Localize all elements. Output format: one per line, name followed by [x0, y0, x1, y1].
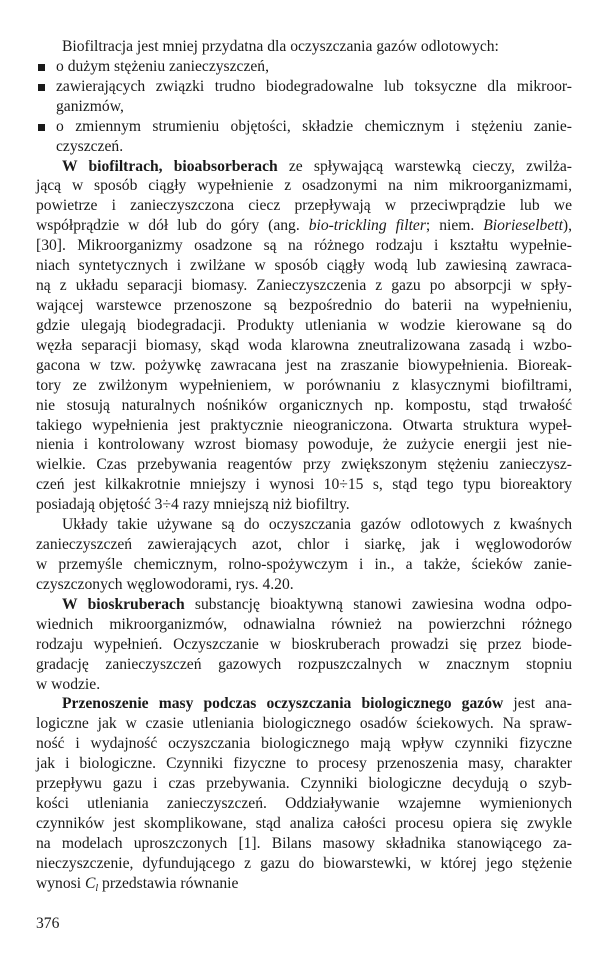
text-segment: jak i biologiczne. Czynniki fizyczne to procesy przenoszenia masy, charakter — [36, 755, 572, 773]
text-segment: nie stosują naturalnych nośników organicznych np. kompostu, stąd trwałość — [36, 396, 572, 414]
text-segment: powietrze i zanieczyszczona ciecz przepływają w przeciwprądzie lub we — [36, 197, 572, 215]
text-segment: nieczyszczenie, dyfundującego z gazu do biowarstewki, w której jego stężenie — [36, 854, 572, 872]
text-segment: kości utleniania zanieczyszczeń. Oddziaływanie wzajemne wymienionych — [36, 795, 572, 813]
text-line — [36, 216, 572, 236]
text-line — [36, 694, 572, 714]
italic-text: bio-trickling filter — [308, 217, 426, 235]
text-line — [36, 356, 572, 376]
text-line — [36, 276, 572, 296]
text-segment: wiednich mikroorganizmów, odnawialna również na powierzchni różnego — [36, 615, 572, 633]
text-line — [36, 854, 572, 874]
text-segment: czeń jest kilkakrotnie mniejszy i wynosi 10÷15 s, stąd tego typu bioreaktory — [36, 476, 572, 494]
text-segment: w przemyśle chemicznym, rolno-spożywczym i in., a także, ścieków zanie- — [36, 555, 572, 573]
text-line — [36, 37, 572, 57]
text-line — [36, 316, 572, 336]
text-segment: rodzaju wypełnień. Oczyszczanie w bioskruberach prowadzi się przez biode- — [36, 635, 572, 653]
text-line — [36, 475, 572, 495]
text-line — [36, 595, 572, 615]
square-bullet-icon — [38, 84, 45, 91]
text-line — [36, 535, 572, 555]
text-line — [36, 176, 572, 196]
text-line — [36, 814, 572, 834]
text-segment: ność i wydajność oczyszczania biologicznego mają wpływ czynniki fizyczne — [36, 735, 572, 753]
text-segment: czynników jest skomplikowane, stąd analiza całości procesu opiera się zwykle — [36, 814, 572, 832]
document-body — [36, 37, 572, 894]
text-segment: współprądzie w dół lub do góry (ang. — [36, 217, 309, 235]
text-line — [36, 376, 572, 396]
bold-term: Przenoszenie masy podczas oczyszczania biologicznego gazów — [62, 695, 504, 713]
text-line — [36, 455, 572, 475]
text-line — [36, 774, 572, 794]
text-line — [36, 137, 572, 157]
text-line — [36, 834, 572, 854]
text-line — [36, 754, 572, 774]
text-segment: ze spływającą warstewką cieczy, zwilża- — [277, 157, 572, 175]
text-line — [36, 714, 572, 734]
text-segment: ną z układu separacji biomasy. Zanieczyszczenia z gazu po absorpcji w spły- — [36, 277, 572, 295]
text-line — [36, 794, 572, 814]
text-segment: substancję bioaktywną stanowi zawiesina wodna odpo- — [184, 595, 572, 613]
text-segment: [30]. Mikroorganizmy osadzone są na różnego rodzaju i kształtu wypełnie- — [36, 237, 572, 255]
text-line — [36, 734, 572, 754]
text-segment: zawierających związki trudno biodegradowalne lub toksyczne dla mikroor- — [56, 77, 572, 95]
text-segment: ganizmów, — [56, 97, 124, 115]
text-line — [36, 555, 572, 575]
text-segment: ; niem. — [425, 217, 484, 235]
text-segment: posiadają objętość 3÷4 razy mniejszą niż biofiltry. — [36, 496, 350, 514]
text-segment: jącą w sposób ciągły wypełnienie z osadzonymi na nim mikroorganizmami, — [36, 177, 572, 195]
text-segment: Układy takie używane są do oczyszczania gazów odlotowych z kwaśnych — [62, 516, 572, 534]
bullet-list-item-line — [36, 77, 572, 97]
text-segment: przepływu gazu i czas przebywania. Czynniki biologiczne decydują o szyb- — [36, 775, 572, 793]
text-segment: o dużym stężeniu zanieczyszczeń, — [56, 57, 270, 75]
text-line — [36, 675, 572, 695]
text-line — [36, 515, 572, 535]
text-segment: takiego wypełnienia jest praktycznie nieograniczona. Otwarta struktura wypeł- — [36, 416, 572, 434]
text-segment: ), — [562, 217, 573, 235]
square-bullet-icon — [38, 64, 45, 71]
text-segment: jest ana- — [503, 695, 572, 713]
text-line — [36, 416, 572, 436]
text-segment: zanieczyszczeń zawierających azot, chlor i siarkę, jak i węglowodorów — [36, 536, 572, 554]
text-line — [36, 157, 572, 177]
text-segment: Biofiltracja jest mniej przydatna dla oczyszczania gazów odlotowych: — [62, 38, 499, 55]
text-line — [36, 97, 572, 117]
text-segment: czyszczeń. — [56, 137, 124, 155]
text-line — [36, 396, 572, 416]
text-segment: czyszczonych węglowodorami, rys. 4.20. — [36, 575, 294, 593]
text-line — [36, 635, 572, 655]
italic-text: Biorieselbett — [483, 217, 563, 235]
text-line — [36, 236, 572, 256]
text-segment: węzła separacji biomasy, skąd woda klarowna zneutralizowana zasadą i wzbo- — [36, 336, 572, 354]
text-segment: niach syntetycznych i zwilżane w sposób ciągły wodą lub zawiesiną zawraca- — [36, 257, 572, 275]
text-line — [36, 655, 572, 675]
text-segment: logiczne jak w czasie utleniania biologicznego osadów ściekowych. Na spraw- — [36, 715, 572, 733]
text-segment: o zmiennym strumieniu objętości, składzie chemicznym i stężeniu zanie- — [56, 117, 572, 135]
text-segment: w wodzie. — [36, 675, 101, 693]
square-bullet-icon — [38, 124, 45, 131]
text-line — [36, 495, 572, 515]
text-line — [36, 615, 572, 635]
text-segment: przedstawia równanie — [98, 874, 239, 892]
bold-term: W bioskruberach — [62, 595, 185, 613]
text-segment: wynosi — [36, 874, 85, 892]
text-segment: nienia i kontrolowany wzrost biomasy powoduje, że zużycie energii jest nie- — [36, 436, 572, 454]
text-line — [36, 196, 572, 216]
text-line — [36, 874, 572, 894]
text-segment: gradację zanieczyszczeń gazowych rozpuszczalnych w znacznym stopniu — [36, 655, 572, 673]
text-line — [36, 336, 572, 356]
text-line — [36, 435, 572, 455]
text-segment: gacona w tzw. pożywkę zawracana jest na zraszanie biowypełnienia. Bioreak- — [36, 356, 572, 374]
bullet-list-item-line — [36, 57, 572, 77]
bullet-list-item-line — [36, 117, 572, 137]
text-line — [36, 575, 572, 595]
text-segment: gdzie ulegają biodegradacji. Produkty utleniania w wodzie kierowane są do — [36, 316, 572, 334]
page-number: 376 — [36, 915, 60, 932]
bold-term: W biofiltrach, bioabsorberach — [62, 157, 278, 175]
text-line — [36, 296, 572, 316]
subscript: l — [95, 882, 99, 894]
italic-text: C — [84, 874, 96, 892]
text-segment: na modelach uproszczonych [1]. Bilans masowy składnika stanowiącego za- — [36, 834, 572, 852]
text-segment: tory ze zwilżonym wypełnieniem, w porównaniu z klasycznymi biofiltrami, — [36, 376, 572, 394]
text-segment: wielkie. Czas przebywania reagentów przy zwiększonym stężeniu zanieczysz- — [36, 456, 572, 474]
text-segment: wającej warstewce przenoszone są bezpośrednio do baterii na wypełnieniu, — [36, 296, 572, 314]
text-line — [36, 256, 572, 276]
